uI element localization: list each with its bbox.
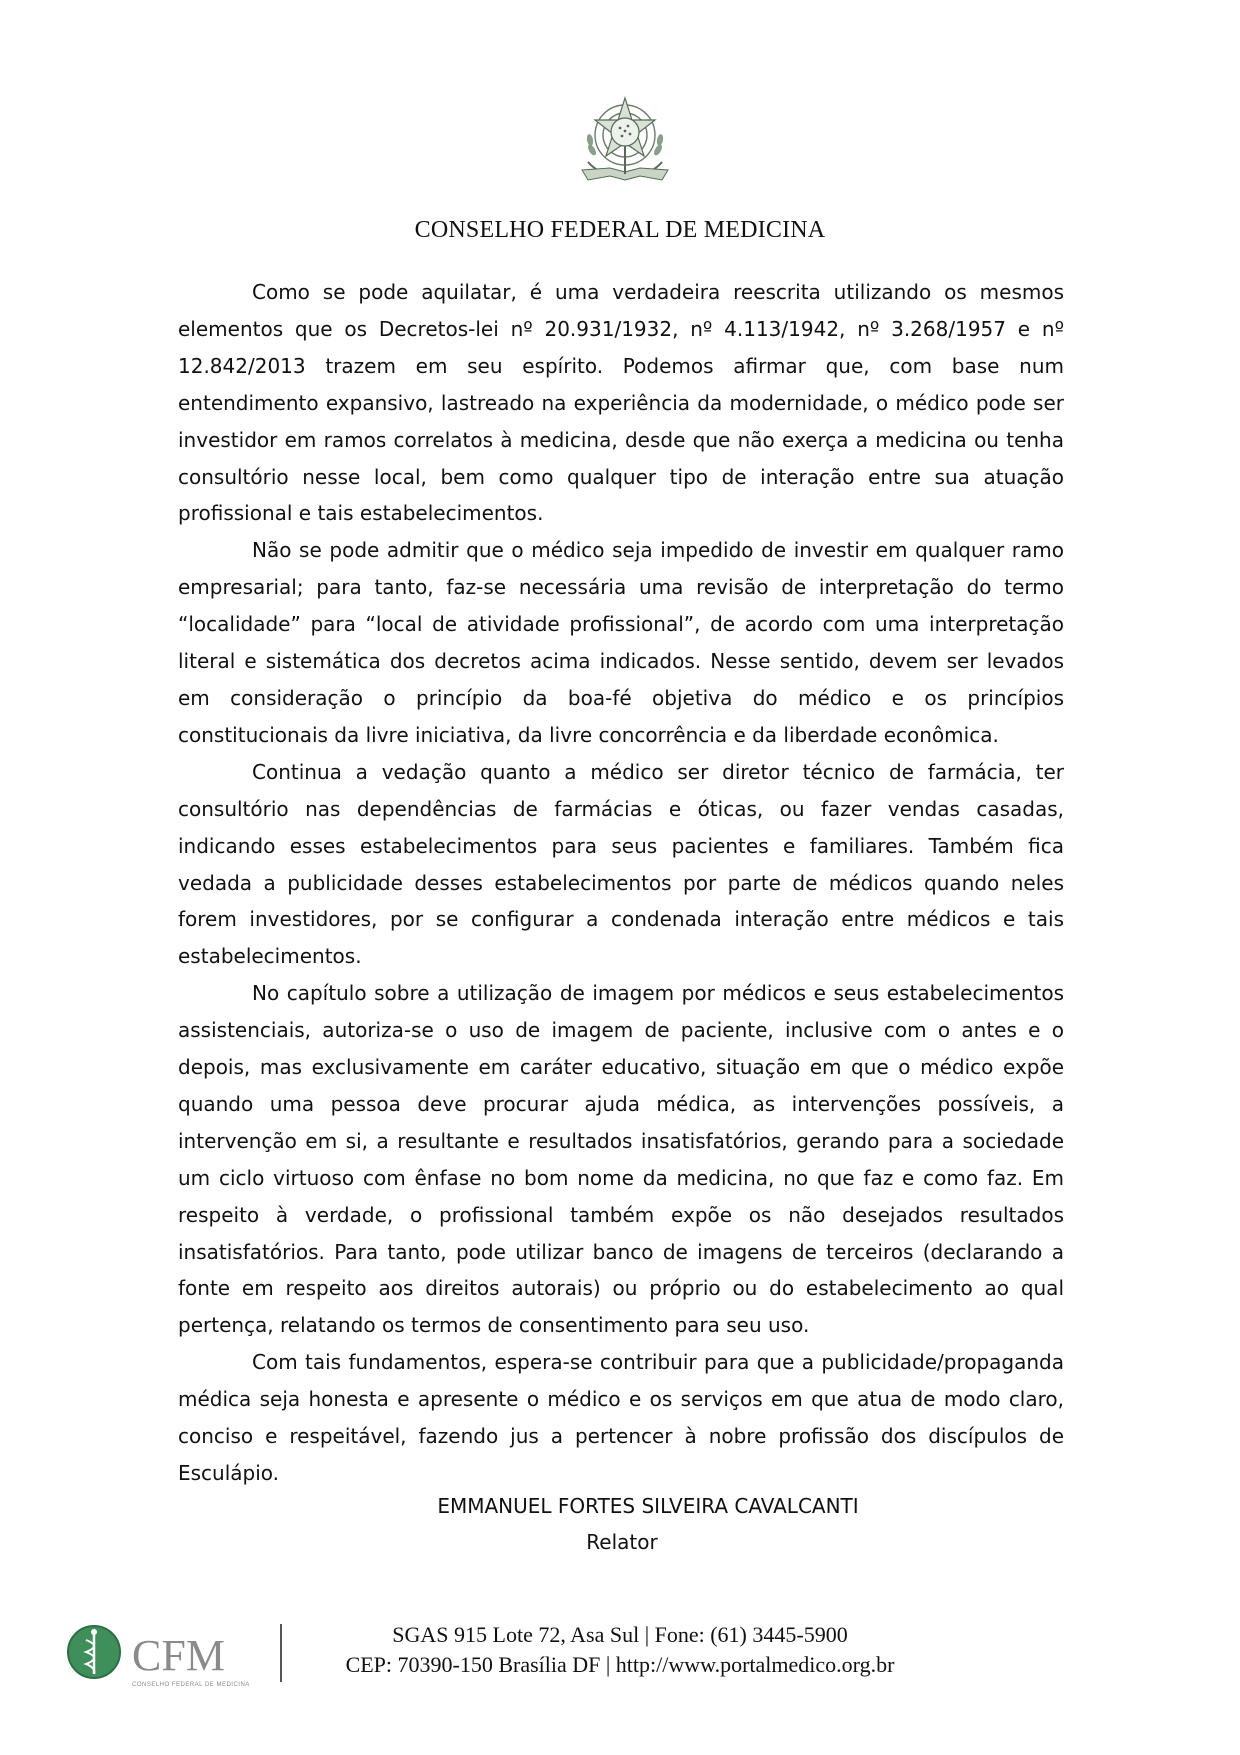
footer-contact-line[interactable]: CEP: 70390-150 Brasília DF | http://www.portalmedico.org.br — [345, 1652, 895, 1677]
cfm-logo — [66, 1620, 296, 1698]
footer-divider — [280, 1624, 282, 1682]
organization-title: CONSELHO FEDERAL DE MEDICINA — [414, 217, 826, 243]
signer-role: Relator — [586, 1530, 658, 1554]
signer-name: EMMANUEL FORTES SILVEIRA CAVALCANTI — [437, 1494, 859, 1518]
signature-block — [0, 1488, 1240, 1560]
brazil-coat-of-arms-icon — [570, 90, 680, 190]
paragraph: Como se pode aquilatar, é uma verdadeira reescrita utilizando os mesmos elementos que os Decretos-lei nº 20.931/1932, nº 4.113/1942, nº 3.268/1957 e nº 12.842/2013 trazem em seu espírito. Podemos afirmar que, com base num entendimento expansivo, lastreado na experiência da modernidade, o médico pode ser investidor em ramos correlatos à medicina, desde que não exerça a medicina ou tenha consultório nesse local, bem como qualquer tipo de interação entre sua atuação profissional e tais estabelecimentos. — [178, 280, 1064, 526]
logo-text: CFM — [132, 1631, 225, 1680]
paragraph: No capítulo sobre a utilização de imagem por médicos e seus estabelecimentos assistenciais, autoriza-se o uso de imagem de paciente, inclusive com o antes e o depois, mas exclusivamente em caráter educativo, situação em que o médico expõe quando uma pessoa deve procurar ajuda médica, as intervenções possíveis, a intervenção em si, a resultante e resultados insatisfatórios, gerando para a sociedade um ciclo virtuoso com ênfase no bom nome da medicina, no que faz e como faz. Em respeito à verdade, o profissional também expõe os não desejados resultados insatisfatórios. Para tanto, pode utilizar banco de imagens de terceiros (declarando a fonte em respeito aos direitos autorais) ou próprio ou do estabelecimento ao qual pertença, relatando os termos de consentimento para seu uso. — [178, 981, 1064, 1338]
paragraph: Continua a vedação quanto a médico ser diretor técnico de farmácia, ter consultório nas dependências de farmácias e óticas, ou fazer vendas casadas, indicando esses estabelecimentos para seus pacientes e familiares. Também fica vedada a publicidade desses estabelecimentos por parte de médicos quando neles forem investidores, por se configurar a condenada interação entre médicos e tais estabelecimentos. — [178, 759, 1064, 969]
footer-address-line: SGAS 915 Lote 72, Asa Sul | Fone: (61) 3445-5900 — [392, 1622, 848, 1647]
paragraph: Com tais fundamentos, espera-se contribuir para que a publicidade/propaganda médica seja honesta e apresente o médico e os serviços em que atua de modo claro, conciso e respeitável, fazendo jus a pertencer à nobre profissão dos discípulos de Esculápio. — [178, 1350, 1064, 1485]
paragraph: Não se pode admitir que o médico seja impedido de investir em qualquer ramo empresarial; para tanto, faz-se necessária uma revisão de interpretação do termo “localidade” para “local de atividade profissional”, de acordo com uma interpretação literal e sistemática dos decretos acima indicados. Nesse sentido, devem ser levados em consideração o princípio da boa-fé objetiva do médico e os princípios constitucionais da livre iniciativa, da livre concorrência e da liberdade econômica. — [178, 538, 1064, 747]
logo-subtext: CONSELHO FEDERAL DE MEDICINA — [132, 1682, 250, 1688]
footer-address — [300, 1620, 940, 1680]
document-body — [178, 274, 1064, 1492]
cfm-caduceus-icon — [68, 1626, 120, 1678]
